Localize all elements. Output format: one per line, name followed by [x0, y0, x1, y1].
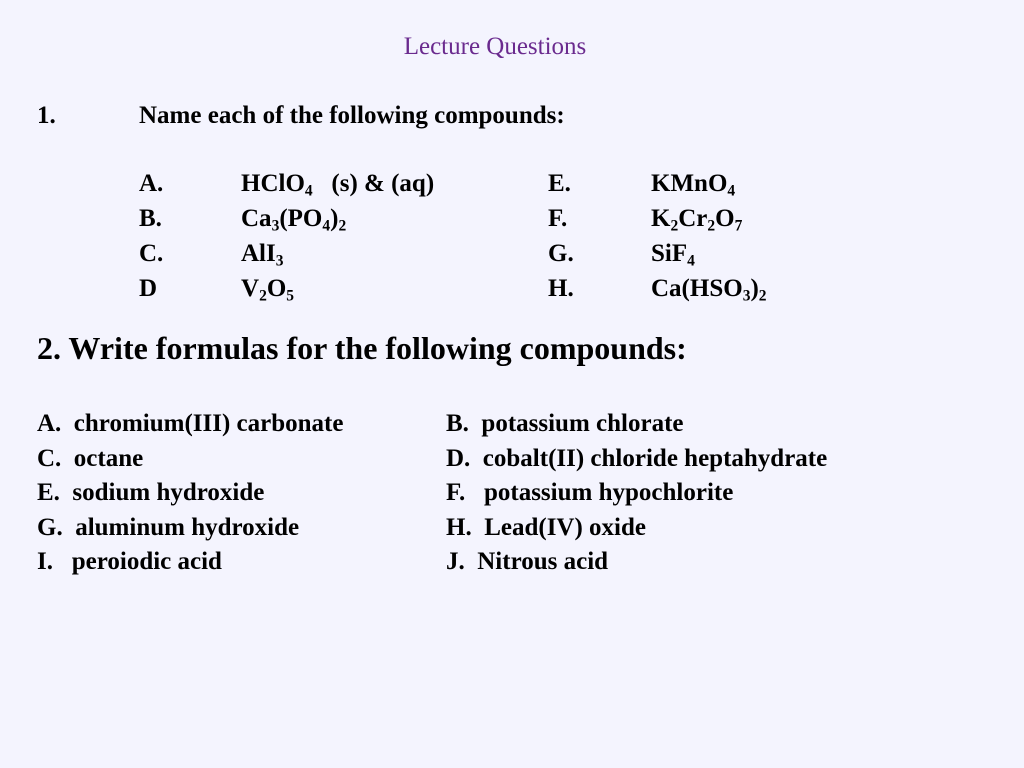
compound-formula: AlI$_3$	[241, 240, 284, 270]
compound-name: B. potassium chlorate	[446, 410, 684, 437]
compound-name: J. Nitrous acid	[446, 548, 609, 575]
compound-name-row	[0, 548, 1024, 583]
compound-letter: C.	[139, 240, 164, 267]
compound-name: F. potassium hypochlorite	[446, 479, 734, 506]
compound-formula: $Ca(HSO_3)_2$	[651, 275, 767, 305]
compound-formula: $Ca_3(PO_4)_2$	[241, 205, 347, 235]
compound-letter: E.	[548, 170, 571, 197]
compound-formula: HClO$_4$ (s) & (aq)	[241, 170, 435, 200]
compound-name: C. octane	[37, 444, 144, 472]
compound-letter: H.	[548, 275, 574, 302]
compound-formula: SiF$_4$	[651, 240, 695, 270]
compound-name-row	[0, 445, 1024, 480]
compound-row	[0, 170, 1024, 205]
compound-name-row	[0, 514, 1024, 549]
question-1-prompt: Name each of the following compounds:	[139, 102, 565, 129]
compound-name-row	[0, 479, 1024, 514]
question-1-number: 1.	[37, 102, 56, 129]
compound-letter: F.	[548, 205, 568, 232]
compound-row	[0, 205, 1024, 240]
compound-name: E. sodium hydroxide	[37, 479, 265, 506]
compound-letter: A.	[139, 170, 164, 197]
compound-letter: G.	[548, 240, 574, 267]
question-2-heading: 2. Write formulas for the following compounds:	[37, 330, 687, 366]
question-1-compound-list	[0, 170, 1024, 310]
compound-row	[0, 275, 1024, 310]
compound-name: G. aluminum hydroxide	[37, 513, 300, 541]
compound-name: A. chromium(III) carbonate	[37, 410, 344, 437]
page-title: Lecture Questions	[403, 33, 587, 60]
compound-name: I. peroiodic acid	[37, 548, 222, 575]
compound-letter: D	[139, 275, 158, 302]
compound-formula: KMnO$_4$	[651, 170, 736, 200]
compound-name: D. cobalt(II) chloride heptahydrate	[446, 444, 828, 472]
compound-formula: $K_2Cr_2O_7$	[651, 205, 743, 235]
compound-letter: B.	[139, 205, 162, 232]
compound-row	[0, 240, 1024, 275]
question-2-compound-list	[0, 410, 1024, 583]
compound-name-row	[0, 410, 1024, 445]
compound-name: H. Lead(IV) oxide	[446, 513, 646, 541]
compound-formula: $V_2O_5$	[241, 275, 295, 305]
